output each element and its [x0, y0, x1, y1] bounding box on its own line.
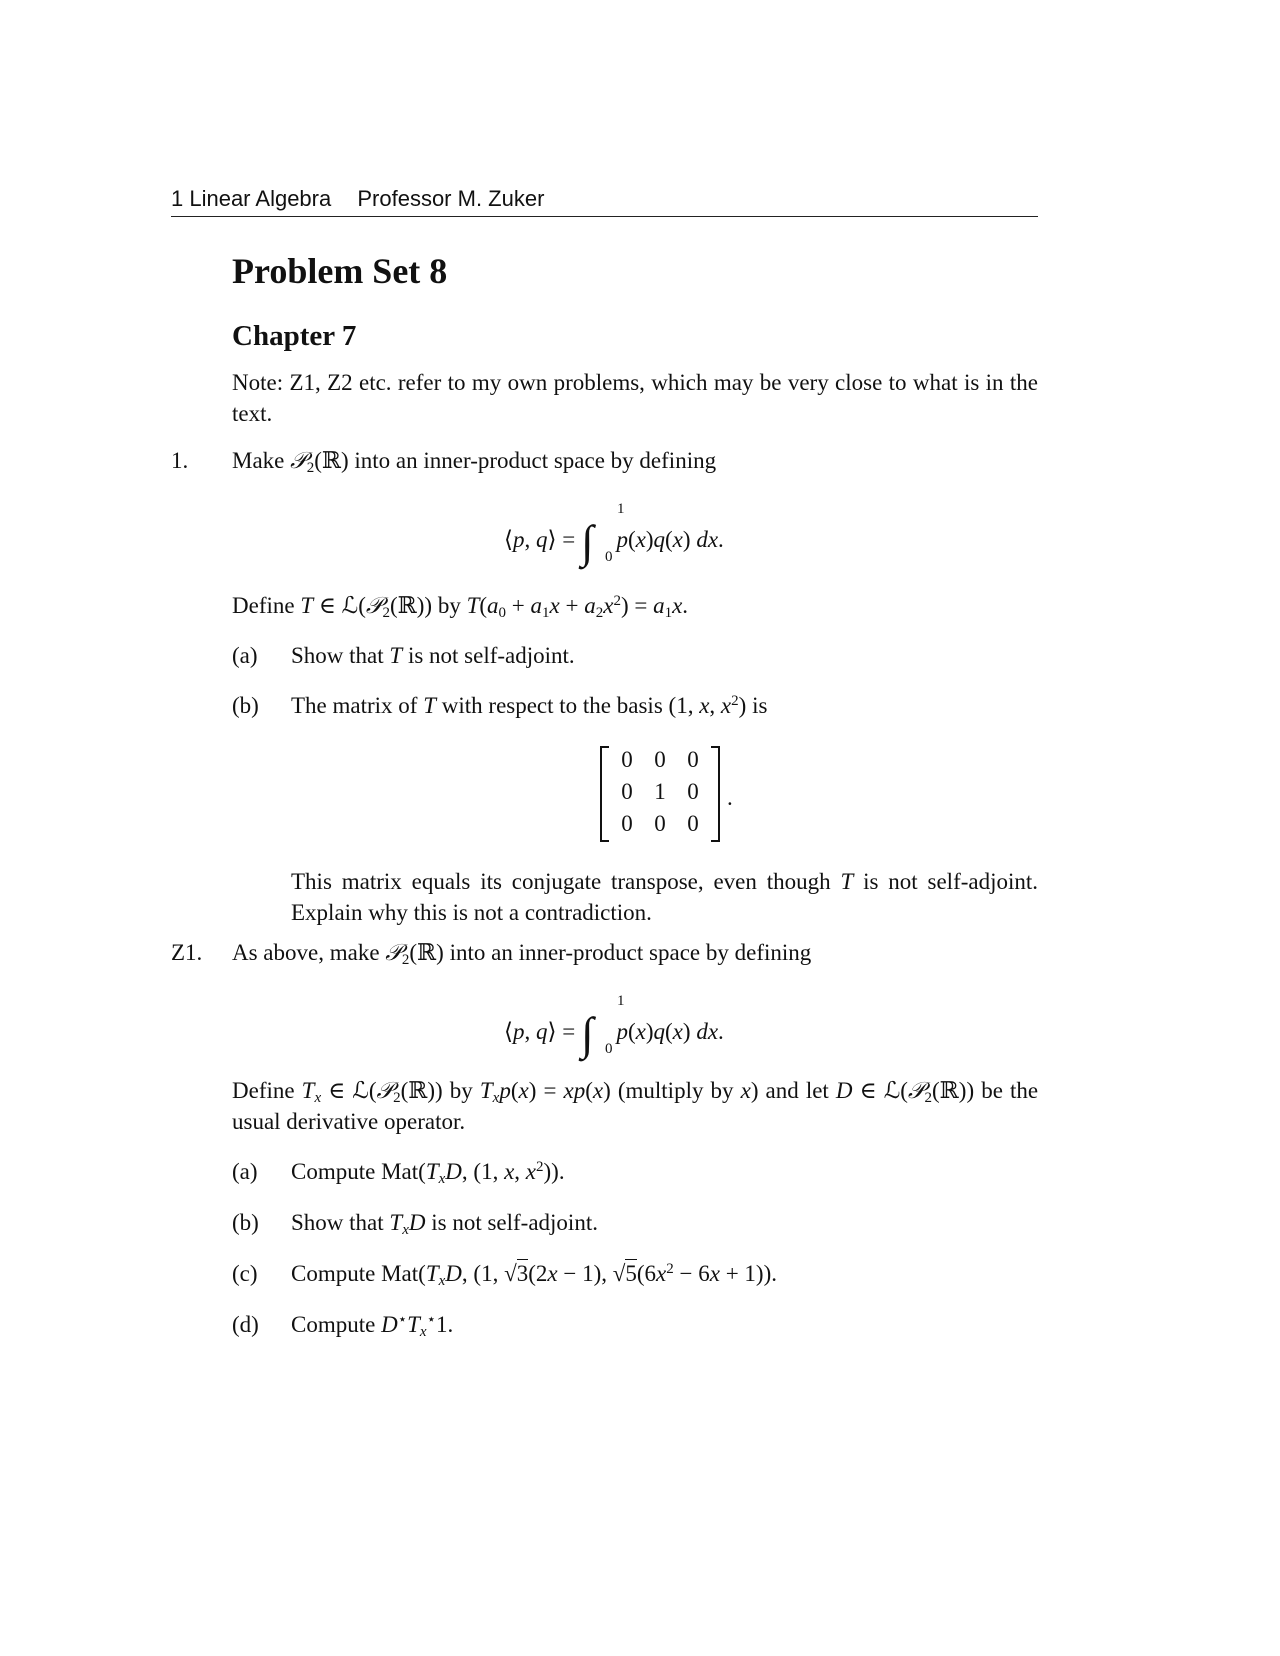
- problem-z1-intro: As above, make 𝒫$_2$(ℝ) into an inner-product space by defining: [232, 940, 812, 968]
- problem-z1-define: Define $T_x$ ∈ ℒ(𝒫$_2$(ℝ)) by $T_xp(x) = xp(x)$ (multiply by x) and let D ∈ ℒ(𝒫$_2$(ℝ)) be the usual derivative operator.: [232, 1078, 1039, 1134]
- matrix-cell: 0: [654, 811, 666, 836]
- matrix-cell: 0: [621, 747, 633, 772]
- part-label: (c): [232, 1261, 258, 1286]
- matrix-cell: 1: [654, 779, 666, 804]
- matrix-cell: 0: [687, 747, 699, 772]
- note-paragraph: Note: Z1, Z2 etc. refer to my own problems, which may be very close to what is in the text.: [232, 370, 1038, 426]
- inner-product-equation: ⟨p, q⟩ = ∫ 1 0 p(x)q(x) dx.: [504, 501, 724, 567]
- part-a-text: Show that T is not self-adjoint.: [291, 643, 575, 668]
- part-z1a-text: Compute $Mat(T_xD$, (1, x, $x^2$)).: [291, 1159, 565, 1187]
- matrix-cell: 0: [654, 747, 666, 772]
- problem-1-intro: Make 𝒫$_2$(ℝ) into an inner-product space by defining: [232, 448, 717, 476]
- matrix-cell: 0: [621, 811, 633, 836]
- problem-number: Z1.: [171, 940, 203, 965]
- part-label: (a): [232, 643, 258, 668]
- matrix-cell: 0: [687, 779, 699, 804]
- matrix-cell: 0: [687, 811, 699, 836]
- course-name: 1 Linear Algebra: [171, 186, 332, 211]
- problem-1-define: Define T ∈ ℒ(𝒫$_2$(ℝ)) by $T(a_0 + a_1x + a_2x^2) = a_1x$.: [232, 593, 689, 621]
- right-bracket: [711, 746, 720, 842]
- part-label: (d): [232, 1312, 259, 1337]
- part-label: (b): [232, 1210, 259, 1235]
- part-z1d-text: Compute $D^⋆T_x^⋆1$.: [291, 1312, 454, 1340]
- professor-name: Professor M. Zuker: [357, 186, 545, 211]
- chapter-heading: Chapter 7: [232, 320, 357, 352]
- part-label: (b): [232, 693, 259, 718]
- part-z1b-text: Show that $T_xD$ is not self-adjoint.: [291, 1210, 598, 1238]
- left-bracket: [600, 746, 609, 842]
- part-z1c-text: Compute $Mat(T_xD$, (1, √3(2x − 1), $√5(6x^2 - 6x + 1)$).: [291, 1261, 777, 1289]
- matrix-cell: 0: [621, 779, 633, 804]
- problem-number: 1.: [171, 448, 189, 473]
- part-label: (a): [232, 1159, 258, 1184]
- matrix-of-T: [600, 746, 720, 842]
- running-header: [171, 186, 1038, 217]
- inner-product-equation: ⟨p, q⟩ = ∫ 1 0 p(x)q(x) dx.: [504, 993, 724, 1059]
- page-title: Problem Set 8: [232, 251, 448, 291]
- part-b-followup: This matrix equals its conjugate transpose, even though T is not self-adjoint. Explain why this is not a contradiction.: [291, 869, 1039, 925]
- part-b-text: The matrix of T with respect to the basis (1, x, $x^2$) is: [291, 693, 768, 718]
